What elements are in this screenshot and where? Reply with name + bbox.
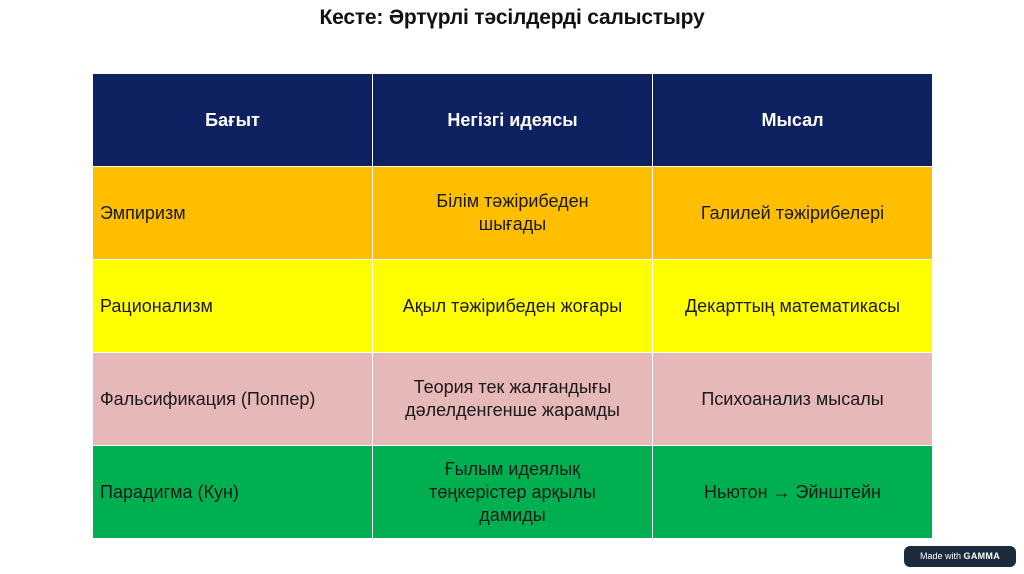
table-row (93, 260, 933, 353)
cell-idea-text: Теория тек жалғандығы дәлелденгенше жарамды (405, 377, 620, 420)
cell-idea: Ақыл тәжірибеден жоғары (373, 260, 653, 353)
cell-idea (373, 353, 653, 446)
cell-idea (373, 446, 653, 539)
cell-example: Галилей тәжірибелері (653, 167, 933, 260)
made-with-gamma-badge[interactable] (904, 546, 1016, 567)
table-header-row (93, 74, 933, 167)
cell-direction: Рационализм (93, 260, 373, 353)
header-direction: Бағыт (93, 74, 373, 167)
header-example: Мысал (653, 74, 933, 167)
cell-direction: Парадигма (Кун) (93, 446, 373, 539)
comparison-table (92, 73, 933, 539)
cell-example: Психоанализ мысалы (653, 353, 933, 446)
gamma-logo: GAMMA (963, 551, 1001, 561)
cell-direction: Фальсификация (Поппер) (93, 353, 373, 446)
badge-prefix: Made with (919, 551, 961, 561)
cell-example: Ньютон → Эйнштейн (653, 446, 933, 539)
cell-idea-text: Ғылым идеялық төңкерістер арқылы дамиды (429, 458, 596, 525)
cell-idea (373, 167, 653, 260)
page-title: Кесте: Әртүрлі тәсілдерді салыстыру (319, 6, 705, 29)
header-main-idea: Негізгі идеясы (373, 74, 653, 167)
table-row (93, 167, 933, 260)
table-row (93, 353, 933, 446)
cell-direction: Эмпиризм (93, 167, 373, 260)
table-row (93, 446, 933, 539)
cell-example: Декарттың математикасы (653, 260, 933, 353)
cell-idea-text: Білім тәжірибеден шығады (436, 191, 589, 234)
